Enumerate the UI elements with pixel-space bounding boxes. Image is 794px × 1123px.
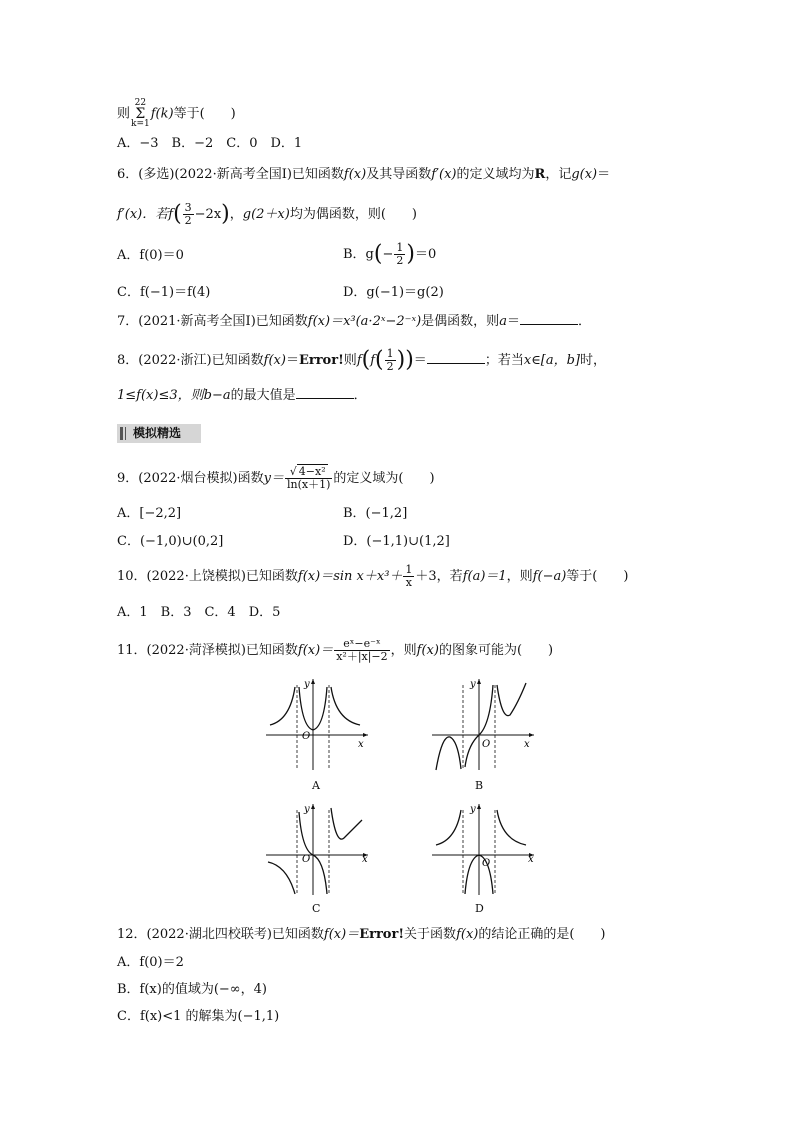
graph-c <box>262 800 372 900</box>
q8-answer-blank-1 <box>427 351 485 364</box>
q12-option-c: C．f(x)<1 的解集为(−1,1) <box>117 1009 280 1024</box>
sum-symbol: 22 Σ k=1 <box>131 98 150 129</box>
q8-stem-2: 1≤f(x)≤3，则b−a的最大值是 ． <box>117 388 367 403</box>
graph-c-caption: C <box>312 902 321 915</box>
q12-option-b: B．f(x)的值域为(−∞，4) <box>117 982 267 997</box>
svg-text:O: O <box>482 858 491 869</box>
section-header: 模拟精选 <box>117 424 201 443</box>
q10-options: A．1 B．3 C．4 D．5 <box>117 605 281 620</box>
q8-stem: 8．(2022·浙江)已知函数f(x)＝Error!则f(f( $\frac{1}{2}$ ))＝ ；若当x∈[a，b]时， <box>117 347 607 373</box>
svg-text:y: y <box>470 679 476 690</box>
svg-text:x: x <box>358 739 364 750</box>
q6-option-a: A．f(0)＝0 <box>117 248 184 263</box>
q6-stem: 6．(多选)(2022·新高考全国Ⅰ)已知函数f(x)及其导函数f′(x)的定义域均为R，记g(x)＝ <box>117 167 611 182</box>
graph-a-caption: A <box>312 779 320 792</box>
graph-d <box>428 800 538 900</box>
q9-option-a: A．[−2,2] <box>117 506 182 521</box>
origin-label: O <box>302 731 311 742</box>
svg-text:y: y <box>304 804 310 815</box>
graph-d-caption: D <box>475 902 484 915</box>
svg-text:x: x <box>528 854 534 865</box>
svg-text:O: O <box>302 854 311 865</box>
q7-stem: 7．(2021·新高考全国Ⅰ)已知函数f(x)＝x³(a·2ˣ−2⁻ˣ)是偶函数，则a＝ ． <box>117 314 591 329</box>
q9-option-c: C．(−1,0)∪(0,2] <box>117 534 224 549</box>
q9-stem: 9．(2022·烟台模拟)函数y＝ $\frac{\text{√ 4−x²}}{\ln(x+1)}$ 的定义域为( ) <box>117 465 435 491</box>
q9-option-d: D．(−1,1)∪(1,2] <box>343 534 450 549</box>
svg-text:O: O <box>482 739 491 750</box>
q6-option-b: B．g(− $\frac{1}{2}$ )＝0 <box>343 241 437 267</box>
svg-text:y: y <box>304 679 310 690</box>
svg-text:x: x <box>524 739 530 750</box>
q12-stem: 12．(2022·湖北四校联考)已知函数f(x)＝Error!关于函数f(x)的结论正确的是( ) <box>117 927 606 942</box>
q5-options: A．−3 B．−2 C．0 D．1 <box>117 136 303 151</box>
graph-a <box>262 675 372 775</box>
q9-option-b: B．(−1,2] <box>343 506 408 521</box>
q11-stem: 11．(2022·菏泽模拟)已知函数f(x)＝ $\frac{\text{eˣ−e⁻ˣ}}{\text{x²＋|x|−2}}$ ，则f(x)的图象可能为( ) <box>117 637 554 663</box>
q6-option-c: C．f(−1)＝f(4) <box>117 285 211 300</box>
q10-stem: 10．(2022·上饶模拟)已知函数f(x)＝sin x＋x³＋ $\frac{1}{x}$ ＋3，若f(a)＝1，则f(−a)等于( ) <box>117 563 629 589</box>
line-sum: 则22 Σ k=1f(k)等于( ) <box>117 98 236 129</box>
q6-option-d: D．g(−1)＝g(2) <box>343 285 444 300</box>
q8-answer-blank-2 <box>296 386 354 399</box>
q6-stem-2: f′(x)．若f( $\frac{3}{2}$ −2x)，g(2＋x)均为偶函数，则( ) <box>117 201 417 227</box>
graph-b-caption: B <box>475 779 484 792</box>
q12-option-a: A．f(0)＝2 <box>117 955 184 970</box>
graph-b <box>428 675 538 775</box>
q7-answer-blank <box>520 312 578 325</box>
svg-text:y: y <box>470 804 476 815</box>
svg-text:x: x <box>362 854 368 865</box>
